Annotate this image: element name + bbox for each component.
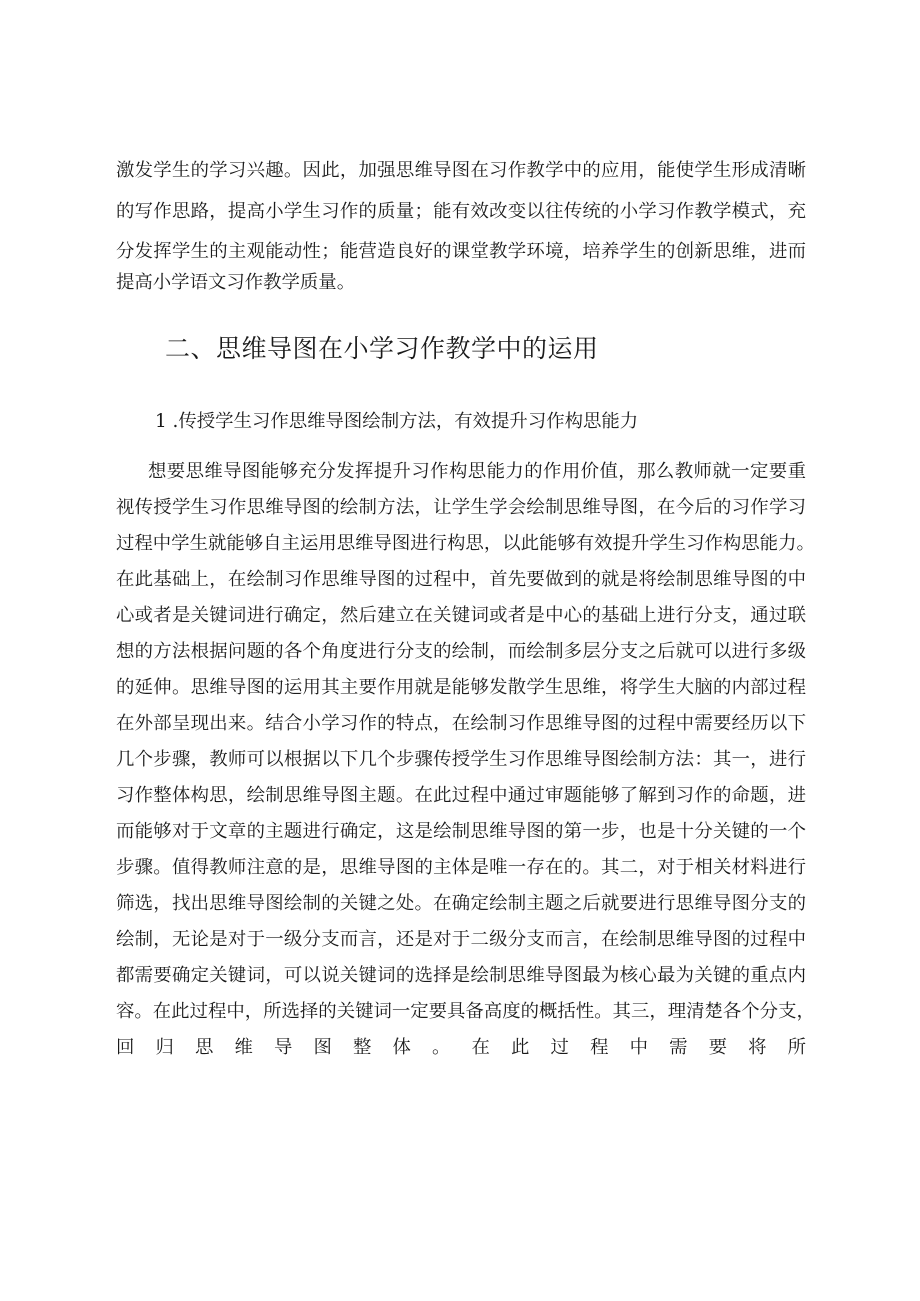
paragraph-2-line: 几个步骤，教师可以根据以下几个步骤传授学生习作思维导图绘制方法：其一，进行	[116, 749, 806, 770]
paragraph-2-line: 心或者是关键词进行确定，然后建立在关键词或者是中心的基础上进行分支，通过联	[116, 605, 806, 626]
paragraph-2-line: 过程中学生就能够自主运用思维导图进行构思，以此能够有效提升学生习作构思能力。	[116, 533, 815, 554]
paragraph-2-line: 都需要确定关键词，可以说关键词的选择是绘制思维导图最为核心最为关键的重点内	[116, 965, 806, 986]
paragraph-2-line: 而能够对于文章的主题进行确定，这是绘制思维导图的第一步，也是十分关键的一个	[116, 821, 806, 842]
paragraph-2-line: 视传授学生习作思维导图的绘制方法，让学生学会绘制思维导图，在今后的习作学习	[116, 497, 806, 518]
paragraph-2-line: 筛选，找出思维导图绘制的关键之处。在确定绘制主题之后就要进行思维导图分支的	[116, 893, 806, 914]
paragraph-1-line: 分发挥学生的主观能动性；能营造良好的课堂教学环境，培养学生的创新思维，进而	[116, 241, 806, 262]
paragraph-2-line: 的延伸。思维导图的运用其主要作用就是能够发散学生思维，将学生大脑的内部过程	[116, 677, 806, 698]
paragraph-2-line: 在此基础上，在绘制习作思维导图的过程中，首先要做到的就是将绘制思维导图的中	[116, 569, 806, 590]
paragraph-2-line: 想的方法根据问题的各个角度进行分支的绘制，而绘制多层分支之后就可以进行多级	[116, 641, 806, 662]
paragraph-2-line: 在外部呈现出来。结合小学习作的特点，在绘制习作思维导图的过程中需要经历以下	[116, 713, 806, 734]
paragraph-2-line: 回归思维导图整体。在此过程中需要将所	[116, 1037, 806, 1058]
paragraph-2-line: 绘制，无论是对于一级分支而言，还是对于二级分支而言，在绘制思维导图的过程中	[116, 929, 806, 950]
section-heading: 二、思维导图在小学习作教学中的运用	[165, 334, 599, 363]
paragraph-1-line: 激发学生的学习兴趣。因此，加强思维导图在习作教学中的应用，能使学生形成清晰	[116, 160, 806, 181]
paragraph-2-line: 容。在此过程中，所选择的关键词一定要具备高度的概括性。其三，理清楚各个分支，	[116, 1001, 815, 1022]
paragraph-1-line: 提高小学语文习作教学质量。	[116, 272, 356, 293]
paragraph-2-line: 想要思维导图能够充分发挥提升习作构思能力的作用价值，那么教师就一定要重	[148, 461, 806, 482]
paragraph-2-line: 步骤。值得教师注意的是，思维导图的主体是唯一存在的。其二，对于相关材料进行	[116, 857, 806, 878]
paragraph-2-line: 习作整体构思，绘制思维导图主题。在此过程中通过审题能够了解到习作的命题，进	[116, 785, 806, 806]
paragraph-1-line: 的写作思路，提高小学生习作的质量；能有效改变以往传统的小学习作教学模式，充	[116, 201, 806, 222]
subsection-heading: 1 .传授学生习作思维导图绘制方法，有效提升习作构思能力	[155, 411, 639, 432]
